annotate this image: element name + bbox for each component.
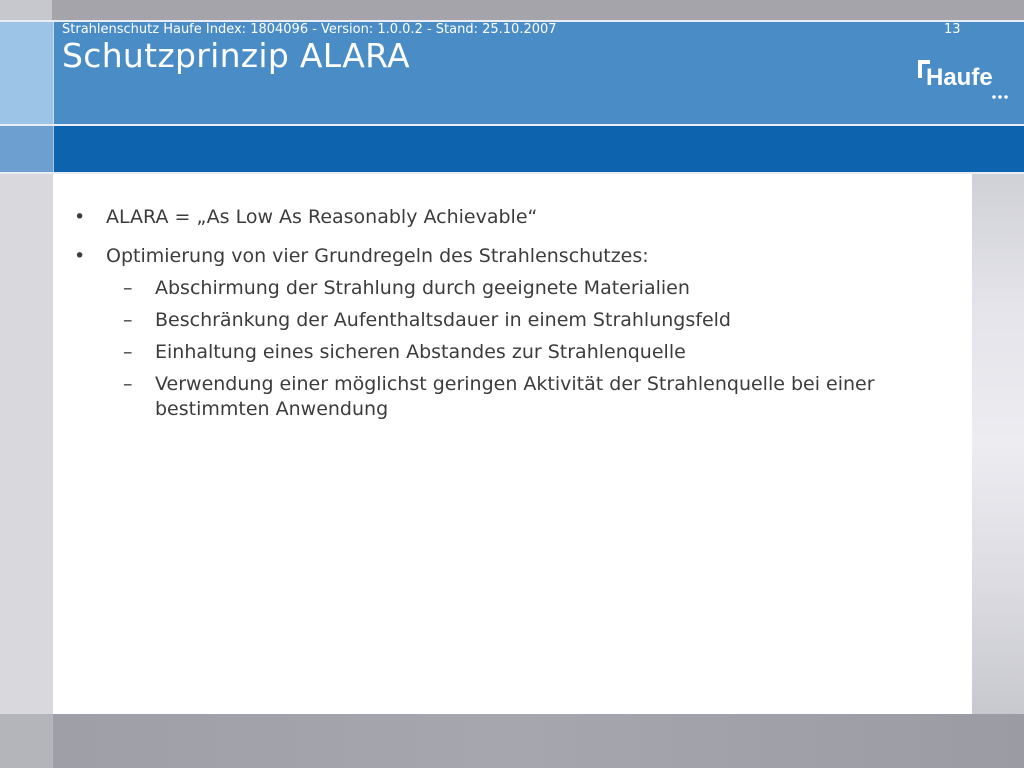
sub-list	[74, 276, 934, 422]
footer-left-block	[0, 714, 53, 768]
bullet-item	[74, 205, 934, 230]
haufe-logo	[916, 58, 1008, 102]
header-left-block	[0, 22, 54, 124]
left-rail	[0, 174, 53, 714]
sub-item-text: Einhaltung eines sicheren Abstandes zur Strahlenquelle	[155, 341, 686, 363]
sub-item-text: Verwendung einer möglichst geringen Aktivität der Strahlenquelle bei einer bestimmten Anwendung	[155, 373, 875, 420]
bullet-text: Optimierung von vier Grundregeln des Strahlenschutzes:	[106, 245, 649, 267]
sub-item-text: Abschirmung der Strahlung durch geeignete Materialien	[155, 277, 690, 299]
bullet-list	[74, 205, 934, 429]
logo-text: Haufe	[926, 64, 993, 91]
slide-title: Schutzprinzip ALARA	[62, 36, 410, 75]
subbar-left-block	[0, 126, 54, 172]
dash-mark: –	[123, 277, 133, 299]
logo-dot-2	[998, 95, 1002, 99]
page-number: 13	[944, 22, 961, 37]
right-rail	[972, 174, 1024, 714]
slide-footer	[0, 714, 1024, 768]
dash-mark: –	[123, 373, 133, 395]
sub-item	[74, 340, 934, 365]
sub-item	[74, 372, 934, 422]
sub-item-text: Beschränkung der Aufenthaltsdauer in einem Strahlungsfeld	[155, 309, 731, 331]
footer-text: Strahlenschutz Haufe Index: 1804096 - Version: 1.0.0.2 - Stand: 25.10.2007	[62, 22, 557, 37]
dash-mark: –	[123, 341, 133, 363]
header-subbar	[0, 126, 1024, 174]
top-strip	[0, 0, 1024, 20]
logo-dot-3	[1004, 95, 1008, 99]
bullet-mark: •	[74, 206, 86, 228]
bullet-text: ALARA = „As Low As Reasonably Achievable“	[106, 206, 538, 228]
sub-item	[74, 308, 934, 333]
logo-dot-1	[992, 95, 996, 99]
bullet-mark: •	[74, 245, 86, 267]
sub-item	[74, 276, 934, 301]
dash-mark: –	[123, 309, 133, 331]
bullet-item	[74, 244, 934, 269]
top-strip-edge	[0, 0, 52, 20]
